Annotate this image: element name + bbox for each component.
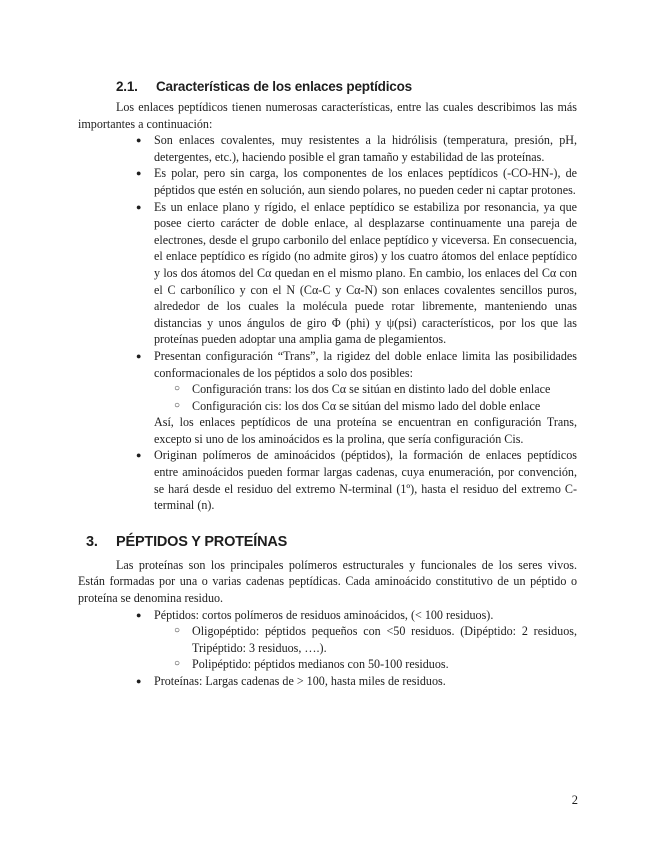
list-item: ● Son enlaces covalentes, muy resistentes a la hidrólisis (temperatura, presión, pH, detergentes, etc.), haciendo posible el gran tamaño y estabilidad de las proteínas. — [78, 132, 577, 165]
list-item: ● Es un enlace plano y rígido, el enlace peptídico se estabiliza por resonancia, ya que posee cierto carácter de doble enlace, al desplazarse continuamente una pareja de electrones, desde el grupo carbonilo del enlace peptídico y viceversa. En consecuencia, el enlace peptídico es rígido (no admite giros) y los cuatro átomos del enlace peptídico y los dos átomos del Cα quedan en el mismo plano. En cambio, los enlaces del Cα con el C carbonílico y con el N (Cα-C y Cα-N) son enlaces covalentes sencillos puros, alrededor de los cuales la molécula puede rotar libremente, manteniendo unas distancias y unos ángulos de giro Φ (phi) y ψ(psi) característicos, por los que las proteínas pueden adoptar una amplia gama de plegamientos. — [78, 199, 577, 348]
section-3-number: 3. — [86, 533, 98, 550]
peptidos-sublist — [154, 623, 577, 673]
peptidos-text: Péptidos: cortos polímeros de residuos aminoácidos, (< 100 residuos). — [154, 607, 494, 622]
sublist-item: ○ Polipéptido: péptidos medianos con 50-100 residuos. — [154, 656, 577, 673]
section-2-1-title: Características de los enlaces peptídicos — [156, 79, 412, 94]
sublist-item: ○ Configuración trans: los dos Cα se sitúan en distinto lado del doble enlace — [154, 381, 577, 398]
list-item-proteinas: ● Proteínas: Largas cadenas de > 100, hasta miles de residuos. — [78, 673, 577, 690]
section-2-1-heading — [78, 78, 577, 95]
list-item: ● Originan polímeros de aminoácidos (péptidos), la formación de enlaces peptídicos entre aminoácidos pueden formar largas cadenas, cuya enumeración, por convención, se hará desde el residuo del extremo N-terminal (1º), hasta el residuo del extremo C-terminal (n). — [78, 447, 577, 513]
configuration-sublist — [154, 381, 577, 414]
characteristics-list — [78, 132, 577, 514]
peptides-list — [78, 607, 577, 690]
list-item: ● Es polar, pero sin carga, los componentes de los enlaces peptídicos (-CO-HN-), de péptidos que estén en solución, aun siendo polares, no pueden ceder ni captar protones. — [78, 165, 577, 198]
sublist-item: ○ Oligopéptido: péptidos pequeños con <50 residuos. (Dipéptido: 2 residuos, Tripéptido: 3 residuos, ….). — [154, 623, 577, 656]
list-item-trans — [78, 348, 577, 448]
section-2-1-number: 2.1. — [116, 79, 138, 94]
configuration-note: Así, los enlaces peptídicos de una proteína se encuentran en configuración Trans, excepto si uno de los aminoácidos es la prolina, que sería configuración Cis. — [154, 415, 577, 446]
section-3-intro: Las proteínas son los principales polímeros estructurales y funcionales de los seres vivos. Están formadas por una o varias cadenas peptídicas. Cada aminoácido constitutivo de un péptido o proteína se denomina residuo. — [78, 557, 577, 606]
section-3-heading — [78, 533, 577, 551]
trans-text: Presentan configuración “Trans”, la rigidez del doble enlace limita las posibilidades conformacionales de los péptidos a solo dos posibles: — [154, 348, 577, 380]
sublist-item: ○ Configuración cis: los dos Cα se sitúan del mismo lado del doble enlace — [154, 398, 577, 415]
section-3-title: PÉPTIDOS Y PROTEÍNAS — [116, 533, 288, 550]
section-2-1-intro: Los enlaces peptídicos tienen numerosas características, entre las cuales describimos las más importantes a continuación: — [78, 100, 577, 131]
page-number: 2 — [571, 793, 578, 807]
list-item-peptidos — [78, 607, 577, 673]
